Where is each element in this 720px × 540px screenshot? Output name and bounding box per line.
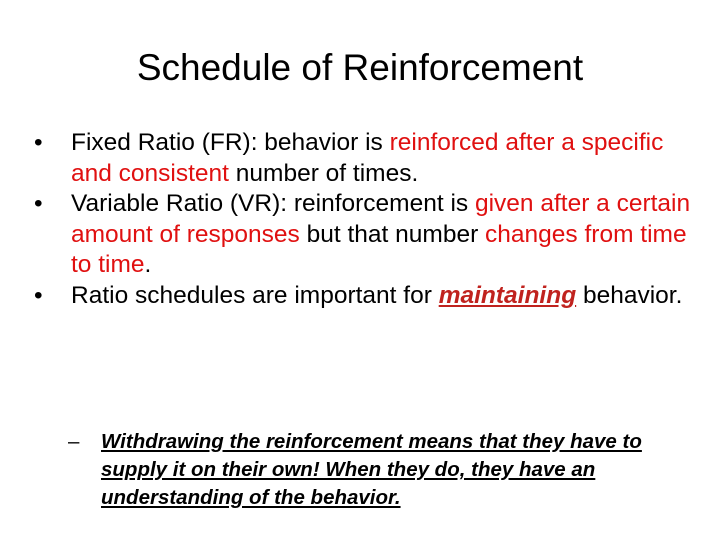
highlight-text: reinforced after a specific and consistent — [71, 129, 664, 187]
bullet-text-segment: behavior. — [576, 281, 683, 309]
sub-bullet-list — [68, 428, 688, 512]
bullet-dot-icon: • — [34, 281, 43, 309]
slide-title: Schedule of Reinforcement — [136, 47, 584, 88]
emphasis-text: maintaining — [438, 281, 577, 309]
bullet-dot-icon: • — [34, 190, 43, 217]
bullet-text-segment: but that number — [299, 220, 486, 248]
bullet-text-segment: . — [144, 251, 152, 278]
bullet-text-segment: Variable Ratio (VR): reinforcement is — [71, 190, 475, 217]
dash-icon: – — [68, 430, 80, 453]
bullet-text-segment: Fixed Ratio (FR): behavior is — [71, 129, 390, 156]
bullet-list — [34, 128, 694, 311]
bullet-text-segment: Ratio schedules are important for — [71, 281, 439, 309]
sub-bullet-text: Withdrawing the reinforcement means that they have to supply it on their own! When they do, they have an understanding of the behavior. — [101, 430, 642, 509]
bullet-dot-icon: • — [34, 129, 43, 156]
highlight-text: changes from time to time — [71, 220, 687, 278]
bullet-item-fixed-ratio — [34, 128, 694, 189]
bullet-item-ratio-schedules — [34, 281, 694, 312]
bullet-item-variable-ratio — [34, 189, 694, 281]
highlight-text: given after a certain amount of responses — [71, 190, 691, 248]
bullet-text-segment: number of times. — [229, 159, 419, 187]
sub-bullet-item — [68, 428, 688, 512]
